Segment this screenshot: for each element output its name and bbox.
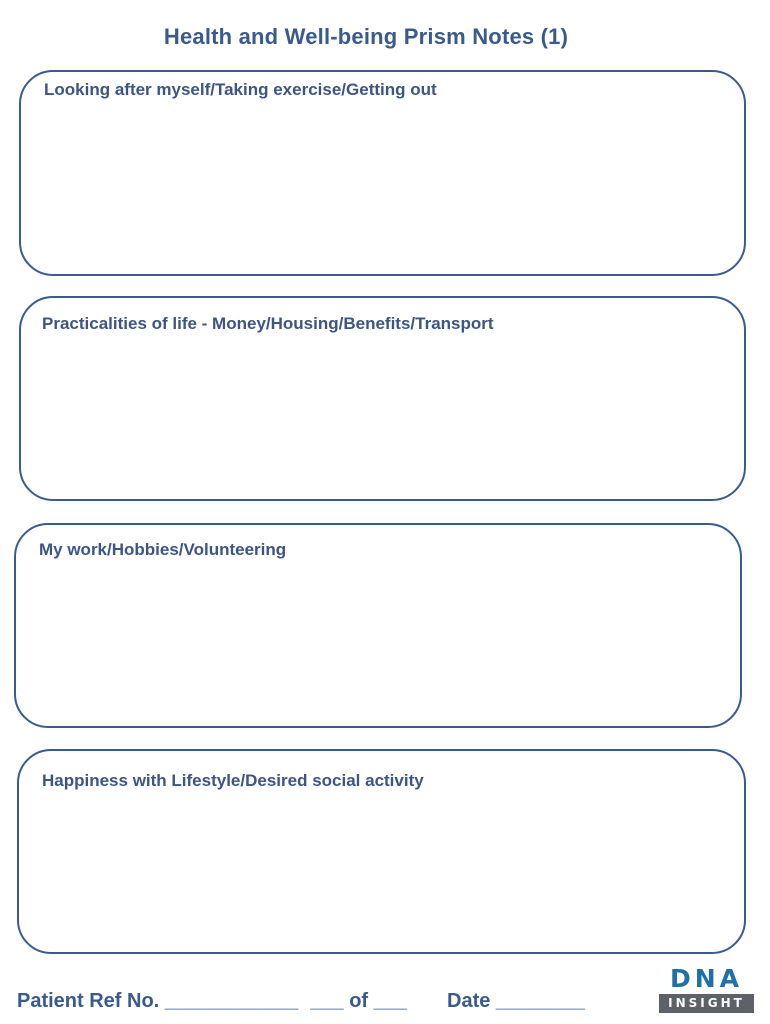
logo-text-top: DNA: [669, 964, 744, 993]
section-box-practicalities-of-life[interactable]: [19, 296, 746, 501]
logo-text-bottom: INSIGHT: [659, 994, 754, 1013]
page-of-field[interactable]: ___ of ___: [310, 990, 408, 1012]
patient-ref-field[interactable]: Patient Ref No. ____________: [17, 990, 299, 1012]
dna-insight-logo: [659, 965, 754, 1013]
section-label: Looking after myself/Taking exercise/Getting out: [44, 80, 437, 99]
section-box-happiness-lifestyle[interactable]: [17, 749, 746, 954]
section-label: My work/Hobbies/Volunteering: [39, 540, 287, 559]
section-label: Practicalities of life - Money/Housing/Benefits/Transport: [42, 314, 494, 333]
footer: [17, 990, 585, 1013]
page-title: Health and Well-being Prism Notes (1): [163, 24, 569, 49]
date-field[interactable]: Date ________: [447, 990, 585, 1012]
section-box-work-hobbies[interactable]: [14, 523, 742, 728]
section-label: Happiness with Lifestyle/Desired social activity: [42, 771, 424, 790]
section-box-looking-after-myself[interactable]: [19, 70, 746, 276]
